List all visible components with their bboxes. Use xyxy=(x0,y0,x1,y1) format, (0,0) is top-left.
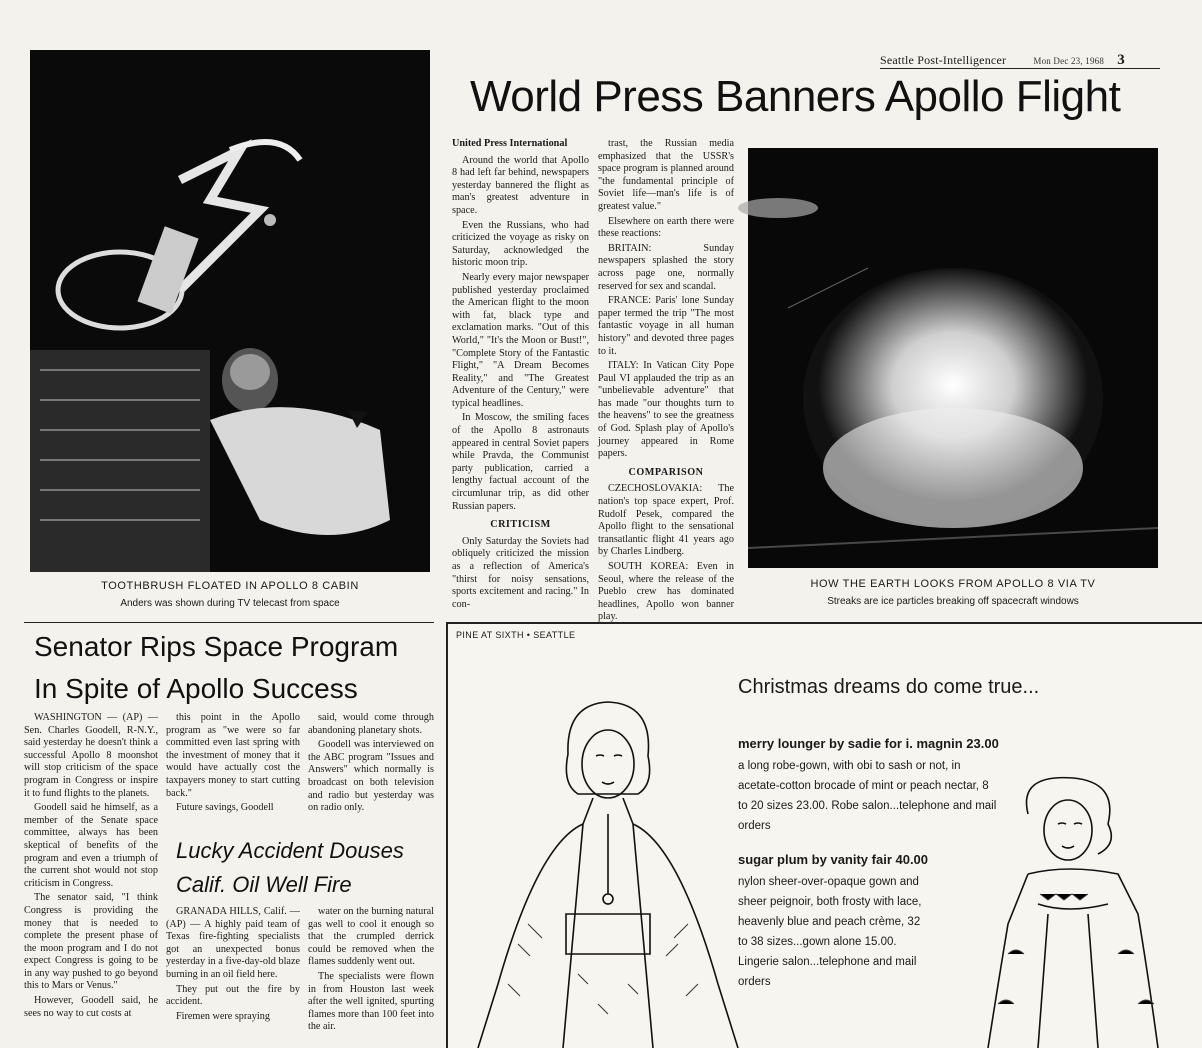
paragraph: water on the burning natural gas well to cool it enough so that the crumpled derrick could be removed when the flames suddenly went out. xyxy=(308,906,434,968)
main-article-col1 xyxy=(452,138,589,610)
paragraph: CZECHOSLOVAKIA: The nation's top space expert, Prof. Rudolf Pesek, compared the Apollo flight to the sensational transatlantic flight 41 years ago by Charles Lindberg. xyxy=(598,483,734,558)
oil-headline-line2: Calif. Oil Well Fire xyxy=(176,872,352,897)
subhead-comparison: COMPARISON xyxy=(628,466,704,478)
paragraph: The senator said, "I think Congress is providing the money that is needed to complete the present phase of the moon program and I do not expect Congress is going to be in any way pushed to go beyond this to Mars or Venus." xyxy=(24,892,158,992)
imagnin-advertisement xyxy=(446,622,1202,1048)
paragraph: Firemen were spraying xyxy=(176,1010,270,1022)
earth-photo xyxy=(748,148,1158,568)
right-photo-caption-sub: Streaks are ice particles breaking off spacecraft windows xyxy=(827,596,1079,607)
paragraph: Nearly every major newspaper published yesterday proclaimed the American flight to the moon with fat, black type and exclamation marks. "Out of this World," "It's the Moon or Bust!", "Complete Story of the Fantastic Flight," "A Dream Becomes Reality," and "The Greatest Adventure of the Century," were typical headlines. xyxy=(452,271,589,409)
right-photo-caption xyxy=(748,578,1158,607)
newspaper-name: Seattle Post-Intelligencer xyxy=(880,53,1007,67)
right-photo-caption-title: HOW THE EARTH LOOKS FROM APOLLO 8 VIA TV xyxy=(810,578,1096,590)
left-photo-caption-sub: Anders was shown during TV telecast from space xyxy=(120,598,340,609)
ad-item1-name: merry lounger by sadie for i. magnin 23.00 xyxy=(738,736,999,751)
robe-gown-illustration xyxy=(478,684,738,1048)
earth-photo-image xyxy=(748,148,1158,568)
senator-col2 xyxy=(166,712,300,822)
paragraph: They put out the fire by accident. xyxy=(166,983,300,1008)
paragraph: GRANADA HILLS, Calif. — (AP) — A highly paid team of Texas fire-fighting specialists got an unexpected bonus yesterday in a five-day-old blaze burning in an oil field here. xyxy=(166,906,300,980)
ad-item2-name: sugar plum by vanity fair 40.00 xyxy=(738,852,929,867)
main-headline: World Press Banners Apollo Flight xyxy=(470,72,1121,121)
paragraph: Goodell was interviewed on the ABC program "Issues and Answers" which normally is broadcast on both television and radio but yesterday was on radio only. xyxy=(308,739,434,814)
paragraph: SOUTH KOREA: Even in Seoul, where the release of the Pueblo crew has dominated headlines, Apollo won banner play. xyxy=(598,561,734,623)
ad-item1-desc: a long robe-gown, with obi to sash or not, in acetate-cotton brocade of mint or peach nectar, 8 to 20 sizes 23.00. Robe salon...telephone and mail orders xyxy=(738,760,997,832)
sugar-plum-gown-illustration xyxy=(968,774,1198,1048)
issue-date: Mon Dec 23, 1968 xyxy=(1033,56,1105,66)
senator-col3 xyxy=(308,712,434,822)
paragraph: However, Goodell said, he sees no way to cut costs at xyxy=(24,995,158,1019)
paragraph: BRITAIN: Sunday newspapers splashed the story across page one, normally reserved for sex and scandal. xyxy=(598,242,734,292)
senator-col1 xyxy=(24,712,158,1042)
left-photo-caption-title: TOOTHBRUSH FLOATED IN APOLLO 8 CABIN xyxy=(101,580,359,592)
section-rule xyxy=(24,622,434,623)
paragraph: The specialists were flown in from Houston last week after the well ignited, spurting flames more than 100 feet into the air. xyxy=(308,970,434,1033)
cabin-photo-image xyxy=(30,50,430,572)
paragraph: In Moscow, the smiling faces of the Apollo 8 astronauts appeared in central Soviet papers while Pravda, the Communist party publication, carried a lengthy factual account of the circumlunar trip, as did other Russian papers. xyxy=(452,412,589,512)
paragraph: Goodell said he himself, as a member of the Senate space committee, always has been skeptical of benefits of the program and even a triumph of the current shot would not stop criticism in Congress. xyxy=(24,802,158,889)
paragraph: Future savings, Goodell xyxy=(176,802,274,814)
toothbrush-photo xyxy=(30,50,430,572)
article-credit: United Press International xyxy=(452,138,568,149)
paragraph: WASHINGTON — (AP) — Sen. Charles Goodell, R-N.Y., said yesterday he doesn't think a successful Apollo 8 moonshot will stop criticism of the space program in Congress or inspire it to fund flights to the planets. xyxy=(24,712,158,799)
ad-title: Christmas dreams do come true... xyxy=(738,676,1040,698)
paragraph: Elsewhere on earth there were these reactions: xyxy=(598,215,734,240)
paragraph: Only Saturday the Soviets had obliquely criticized the mission as a reflection of America's "thirst for noisy sensations, sports excitement and racing." In con- xyxy=(452,535,589,610)
page-number: 3 xyxy=(1117,52,1125,68)
paragraph: Even the Russians, who had criticized the voyage as risky on Saturday, acknowledged the historic moon trip. xyxy=(452,219,589,269)
senator-headline-line2: In Spite of Apollo Success xyxy=(34,673,358,704)
paragraph: Around the world that Apollo 8 had left far behind, newspapers yesterday bannered the flight as man's greatest adventure in space. xyxy=(452,154,589,216)
paragraph: FRANCE: Paris' lone Sunday paper termed the trip "The most fantastic voyage in all human history" and devoted three pages to it. xyxy=(598,295,734,357)
paragraph: this point in the Apollo program as "we were so far committed even last spring with the investment of money that it would have actually cost the taxpayers money to start cutting back." xyxy=(166,712,300,799)
ad-item2-desc: nylon sheer-over-opaque gown and sheer peignoir, both frosty with lace, heavenly blue and peach crème, 32 to 38 sizes...gown alone 15.00. Lingerie salon...telephone and mail orders xyxy=(738,876,922,988)
main-article-col2 xyxy=(598,138,734,623)
ad-store-address: PINE AT SIXTH • SEATTLE xyxy=(456,630,576,640)
masthead xyxy=(880,52,1125,69)
paragraph: ITALY: In Vatican City Pope Paul VI applauded the trip as an "unbelievable adventure" that has made "our thoughts turn to the heavens" to see the greatness of God. Splash play of Apollo's journey appeared in Rome papers. xyxy=(598,360,734,460)
subhead-criticism: CRITICISM xyxy=(490,519,551,531)
oil-headline-line1: Lucky Accident Douses xyxy=(176,838,404,863)
oil-col1 xyxy=(166,906,300,1046)
paragraph: trast, the Russian media emphasized that the USSR's space program is planned around "the fundamental principle of Soviet life—man's life is of greatest value." xyxy=(598,138,734,212)
masthead-rule xyxy=(880,68,1160,69)
oil-col2 xyxy=(308,906,434,1046)
paragraph: said, would come through abandoning planetary shots. xyxy=(308,712,434,736)
left-photo-caption xyxy=(30,580,430,609)
senator-headline-line1: Senator Rips Space Program xyxy=(34,631,399,662)
